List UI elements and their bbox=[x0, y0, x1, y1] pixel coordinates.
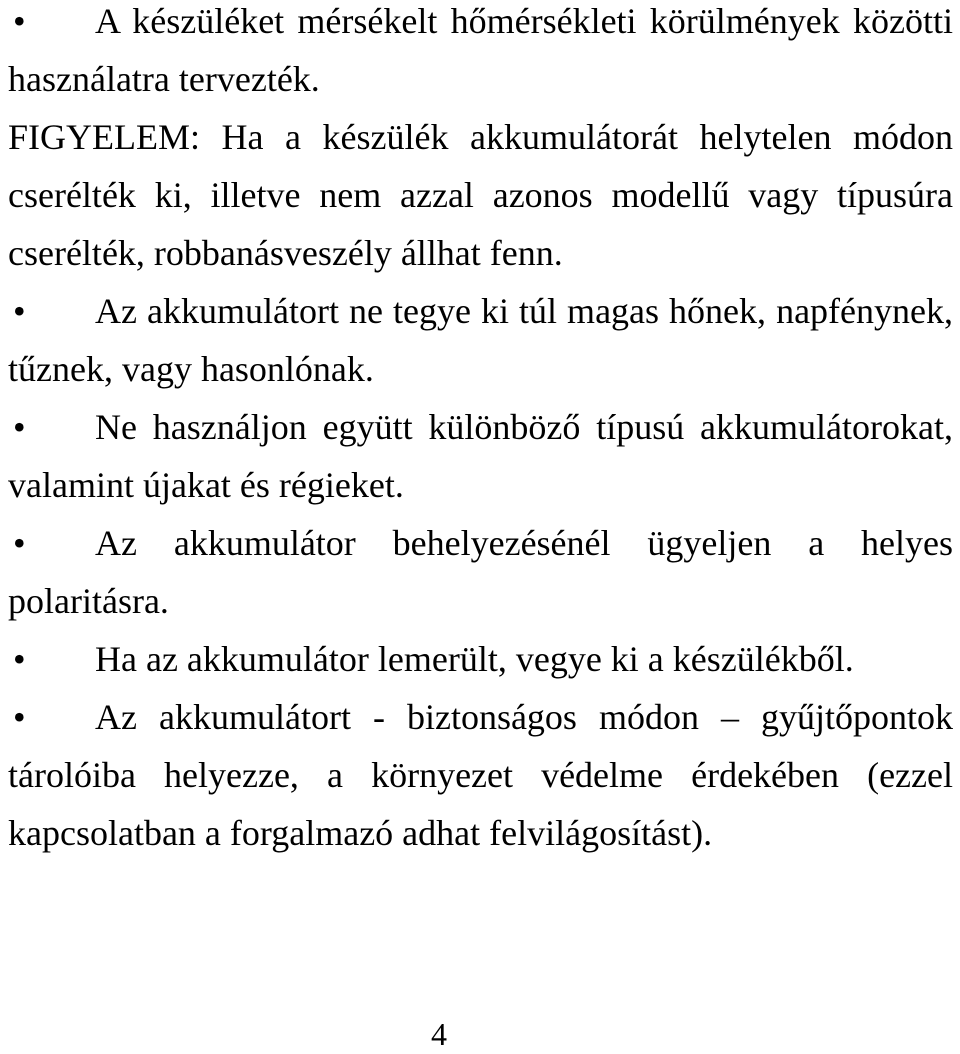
paragraph-text: FIGYELEM: Ha a készülék akkumulátorát helytelen módon cserélték ki, illetve nem azzal azonos modellű vagy típusúra cserélték, robbanásveszély állhat fenn. bbox=[8, 117, 953, 273]
document-body bbox=[8, 0, 953, 862]
paragraph-text: Ha az akkumulátor lemerült, vegye ki a készülékből. bbox=[95, 639, 854, 679]
bullet-icon: • bbox=[13, 523, 26, 563]
paragraph-temperature-conditions bbox=[8, 0, 953, 108]
paragraph-remove-depleted bbox=[8, 630, 953, 688]
bullet-icon: • bbox=[13, 291, 26, 331]
paragraph-text: Az akkumulátort ne tegye ki túl magas hőnek, napfénynek, tűznek, vagy hasonlónak. bbox=[8, 291, 953, 389]
paragraph-mixed-batteries bbox=[8, 398, 953, 514]
bullet-icon: • bbox=[13, 697, 26, 737]
page-number: 4 bbox=[431, 1016, 447, 1052]
paragraph-text: Az akkumulátort - biztonságos módon – gyűjtőpontok tárolóiba helyezze, a környezet védelme érdekében (ezzel kapcsolatban a forgalmazó adhat felvilágosítást). bbox=[8, 697, 953, 853]
bullet-icon: • bbox=[13, 639, 26, 679]
paragraph-text: A készüléket mérsékelt hőmérsékleti körülmények közötti használatra tervezték. bbox=[8, 1, 953, 99]
paragraph-warning bbox=[8, 108, 953, 282]
paragraph-heat-exposure bbox=[8, 282, 953, 398]
paragraph-text: Az akkumulátor behelyezésénél ügyeljen a helyes polaritásra. bbox=[8, 523, 953, 621]
bullet-icon: • bbox=[13, 407, 26, 447]
bullet-icon: • bbox=[13, 1, 26, 41]
paragraph-text: Ne használjon együtt különböző típusú akkumulátorokat, valamint újakat és régieket. bbox=[8, 407, 953, 505]
paragraph-disposal bbox=[8, 688, 953, 862]
paragraph-polarity bbox=[8, 514, 953, 630]
